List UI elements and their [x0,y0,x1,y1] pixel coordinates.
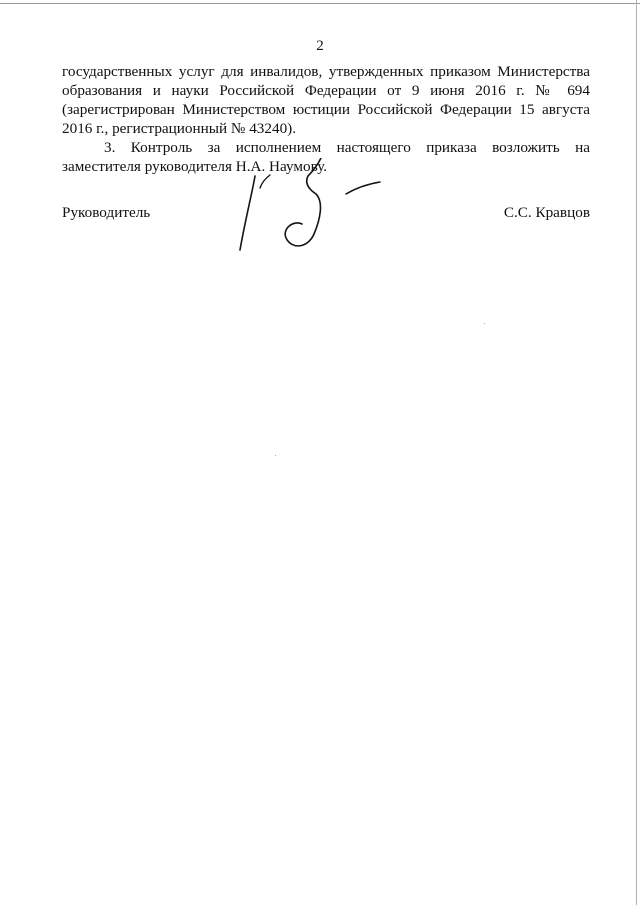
scan-edge-right [636,0,637,905]
scan-speck [275,455,276,456]
scan-edge-top [0,3,640,4]
page-number: 2 [316,38,324,54]
paragraph-continuation: государственных услуг для инвалидов, утвержденных приказом Министерства образования и науки Российской Федерации от 9 июня 2016 г. № 694 (зарегистрирован Министерством юстиции Российской Федерации 15 августа 2016 г., регистрационный № 43240). [62,63,590,137]
paragraph-item-3: 3. Контроль за исполнением настоящего приказа возложить на заместителя руководителя Н.А. Наумову. [62,139,590,175]
signatory-name: С.С. Кравцов [503,204,590,221]
signatory-title: Руководитель [62,204,151,221]
handwritten-signature [228,158,398,258]
scan-speck [484,323,485,324]
